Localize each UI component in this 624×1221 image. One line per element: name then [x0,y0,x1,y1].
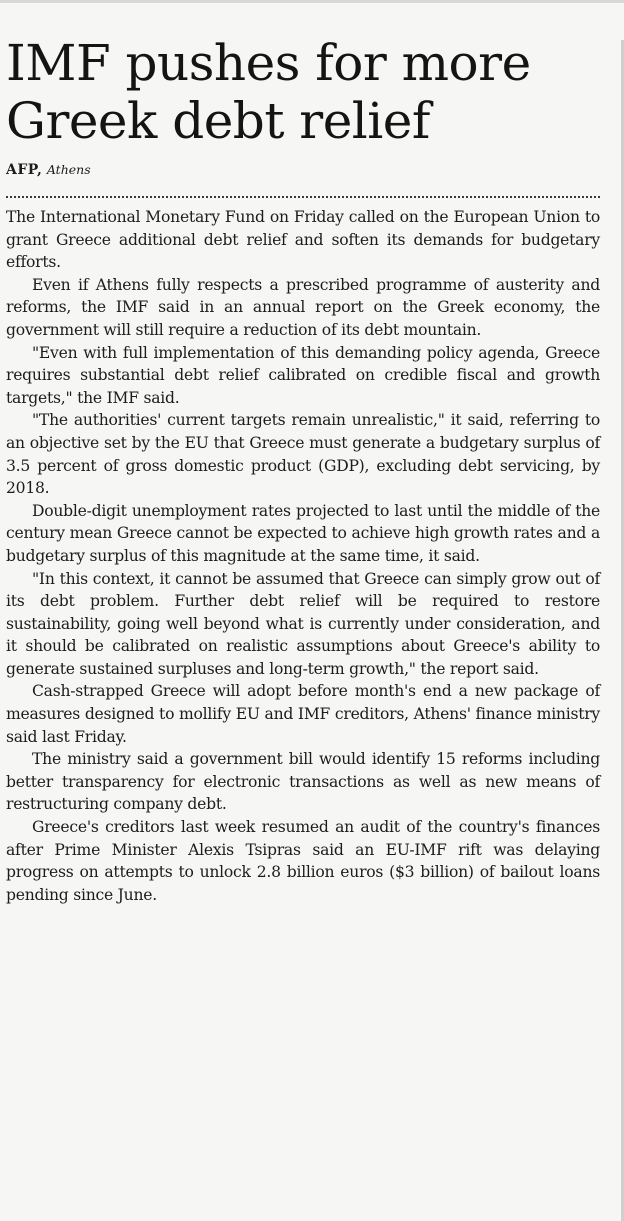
dotted-divider [6,196,600,198]
byline-dateline: Athens [46,162,91,177]
paragraph: "Even with full implementation of this demanding policy agenda, Greece requires substantial debt relief calibrated on credible fiscal and growth targets," the IMF said. [6,343,600,407]
paragraph: The ministry said a government bill would identify 15 reforms including better transparency for electronic transactions as well as new means of restructuring company debt. [6,750,600,814]
top-border [0,0,624,3]
byline-agency: AFP, [6,162,43,178]
paragraph: "The authorities' current targets remain unrealistic," it said, referring to an objective set by the EU that Greece must generate a budgetary surplus of 3.5 percent of gross domestic product (GDP), excluding debt servicing, by 2018. [6,411,600,498]
paragraph: Cash-strapped Greece will adopt before month's end a new package of measures designed to mollify EU and IMF creditors, Athens' finance ministry said last Friday. [6,682,600,746]
paragraph: Greece's creditors last week resumed an audit of the country's finances after Prime Minister Alexis Tsipras said an EU-IMF rift was delaying progress on attempts to unlock 2.8 billion euros ($3 billion) of bailout loans pending since June. [6,818,600,904]
paragraph: "In this context, it cannot be assumed that Greece can simply grow out of its debt problem. Further debt relief will be required to restore sustainability, going well beyond what is currently under consideration, and it should be calibrated on realistic assumptions about Greece's ability to generate sustained surpluses and long-term growth," the report said. [6,569,600,678]
headline: IMF pushes for more Greek debt relief [6,34,531,150]
paragraph: The International Monetary Fund on Friday called on the European Union to grant Greece additional debt relief and soften its demands for budgetary efforts. [6,208,600,272]
article-body [6,206,600,906]
paragraph: Double-digit unemployment rates projected to last until the middle of the century mean Greece cannot be expected to achieve high growth rates and a budgetary surplus of this magnitude at the same time, it said. [6,501,600,565]
paragraph: Even if Athens fully respects a prescribed programme of austerity and reforms, the IMF said in an annual report on the Greek economy, the government will still require a reduction of its debt mountain. [6,275,600,339]
news-article [6,34,600,906]
byline [6,159,600,181]
